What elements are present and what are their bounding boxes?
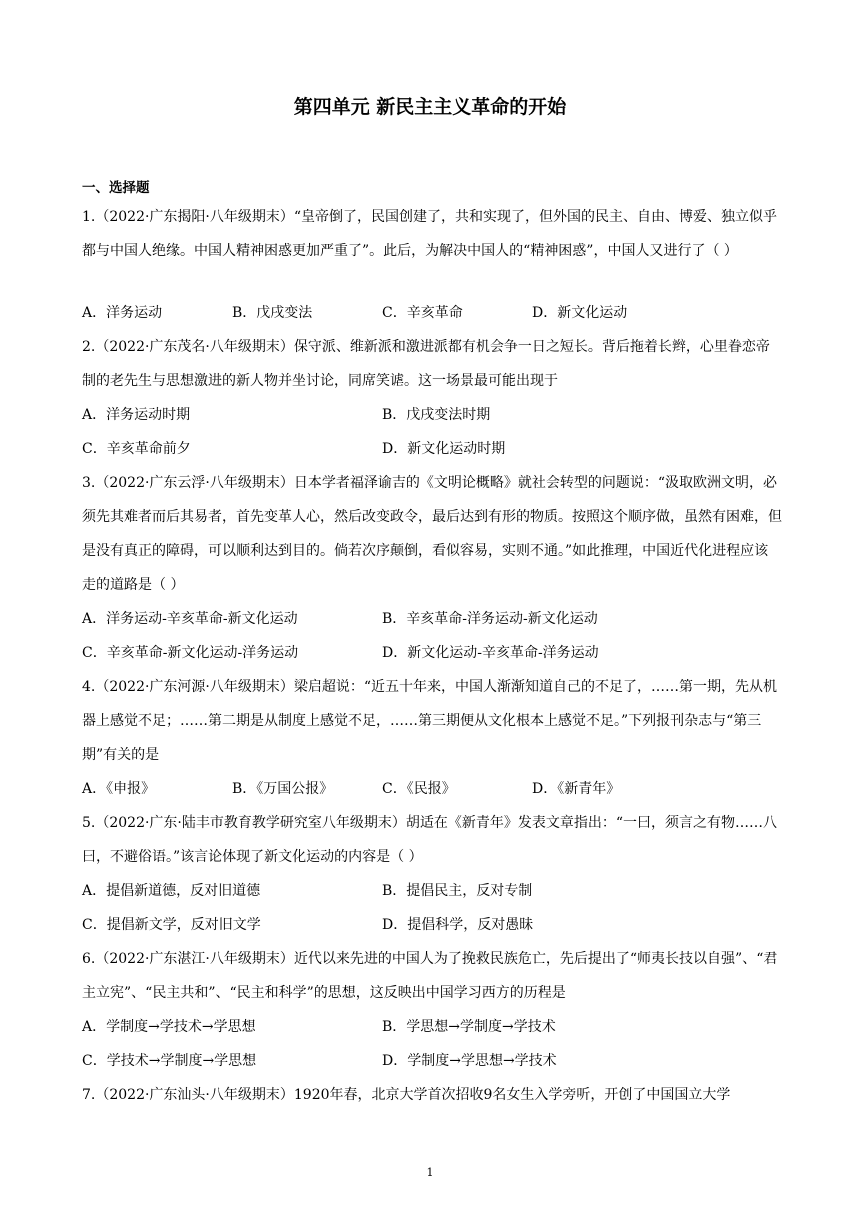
page-title: 第四单元 新民主主义革命的开始 (293, 96, 567, 118)
question-4-options (82, 772, 782, 806)
question-5-options-row-1 (82, 874, 782, 908)
page-number: 1 (426, 1166, 434, 1179)
option-d: D．新文化运动时期 (382, 441, 506, 457)
option-d: D．提倡科学，反对愚昧 (382, 917, 534, 933)
option-d: D．新文化运动-辛亥革命-洋务运动 (382, 645, 599, 661)
section-heading: 一、选择题 (82, 180, 150, 196)
option-a: A．《申报》 (82, 781, 156, 797)
question-7 (82, 1078, 782, 1112)
question-2 (82, 330, 782, 398)
question-2-options-row-2 (82, 432, 782, 466)
option-a: A．洋务运动时期 (82, 407, 191, 423)
question-2-options-row-1 (82, 398, 782, 432)
question-6-options-row-2 (82, 1044, 782, 1078)
question-5-options-row-2 (82, 908, 782, 942)
question-3-options-row-1 (82, 602, 782, 636)
question-3-options-row-2 (82, 636, 782, 670)
option-c: C．提倡新文学，反对旧文学 (82, 917, 261, 933)
question-6-options-row-1 (82, 1010, 782, 1044)
question-2-stem: 2.（2022·广东茂名·八年级期末）保守派、维新派和激进派都有机会争一日之短长。背后拖着长辫，心里眷恋帝制的老先生与思想激进的新人物并坐讨论，同席笑谑。这一场景最可能出现于 (82, 339, 770, 389)
option-c: C．辛亥革命-新文化运动-洋务运动 (82, 645, 299, 661)
option-d: D．新文化运动 (532, 305, 628, 321)
question-6-stem: 6.（2022·广东湛江·八年级期末）近代以来先进的中国人为了挽救民族危亡，先后提出了“师夷长技以自强”、“君主立宪”、“民主共和”、“民主和科学”的思想，这反映出中国学习西方的历程是 (82, 951, 778, 1001)
question-6 (82, 942, 782, 1010)
option-d: D．《新青年》 (532, 781, 621, 797)
option-a: A．洋务运动 (82, 305, 163, 321)
option-d: D．学制度→学思想→学技术 (382, 1053, 557, 1069)
option-a: A．提倡新道德，反对旧道德 (82, 883, 261, 899)
option-c: C．学技术→学制度→学思想 (82, 1053, 257, 1069)
question-4 (82, 670, 782, 772)
option-b: B．提倡民主，反对专制 (382, 883, 533, 899)
option-b: B．学思想→学制度→学技术 (382, 1019, 556, 1035)
question-1-options (82, 296, 782, 330)
question-3 (82, 466, 782, 602)
option-b: B．《万国公报》 (232, 781, 334, 797)
question-5-stem: 5.（2022·广东·陆丰市教育教学研究室八年级期末）胡适在《新青年》发表文章指出：“一曰，须言之有物……八曰，不避俗语。”该言论体现了新文化运动的内容是（ ） (82, 815, 778, 865)
question-3-stem: 3.（2022·广东云浮·八年级期末）日本学者福泽谕吉的《文明论概略》就社会转型的问题说：“汲取欧洲文明，必须先其难者而后其易者，首先变革人心，然后改变政令，最后达到有形的物质。按照这个顺序做，虽然有困难，但是没有真正的障碍，可以顺利达到目的。倘若次序颠倒，看似容易，实则不通。”如此推理，中国近代化进程应该走的道路是（ ） (82, 475, 782, 593)
option-b: B．戊戌变法 (232, 305, 313, 321)
option-a: A．洋务运动-辛亥革命-新文化运动 (82, 611, 298, 627)
question-4-stem: 4.（2022·广东河源·八年级期末）梁启超说：“近五十年来，中国人渐渐知道自己的不足了，……第一期，先从机器上感觉不足；……第二期是从制度上感觉不足，……第三期便从文化根本上感觉不足。”下列报刊杂志与“第三期”有关的是 (82, 679, 778, 763)
option-c: C．辛亥革命前夕 (82, 441, 191, 457)
option-b: B．戊戌变法时期 (382, 407, 491, 423)
option-a: A．学制度→学技术→学思想 (82, 1019, 256, 1035)
question-5 (82, 806, 782, 874)
question-1-stem: 1.（2022·广东揭阳·八年级期末）“皇帝倒了，民国创建了，共和实现了，但外国的民主、自由、博爱、独立似乎都与中国人绝缘。中国人精神困惑更加严重了”。此后，为解决中国人的“精神困惑”，中国人又进行了（ ） (82, 209, 778, 259)
option-b: B．辛亥革命-洋务运动-新文化运动 (382, 611, 598, 627)
question-1 (82, 170, 782, 268)
option-c: C．《民报》 (382, 781, 456, 797)
option-c: C．辛亥革命 (382, 305, 463, 321)
question-7-stem: 7.（2022·广东汕头·八年级期末）1920年春，北京大学首次招收9名女生入学旁听，开创了中国国立大学 (82, 1087, 731, 1103)
